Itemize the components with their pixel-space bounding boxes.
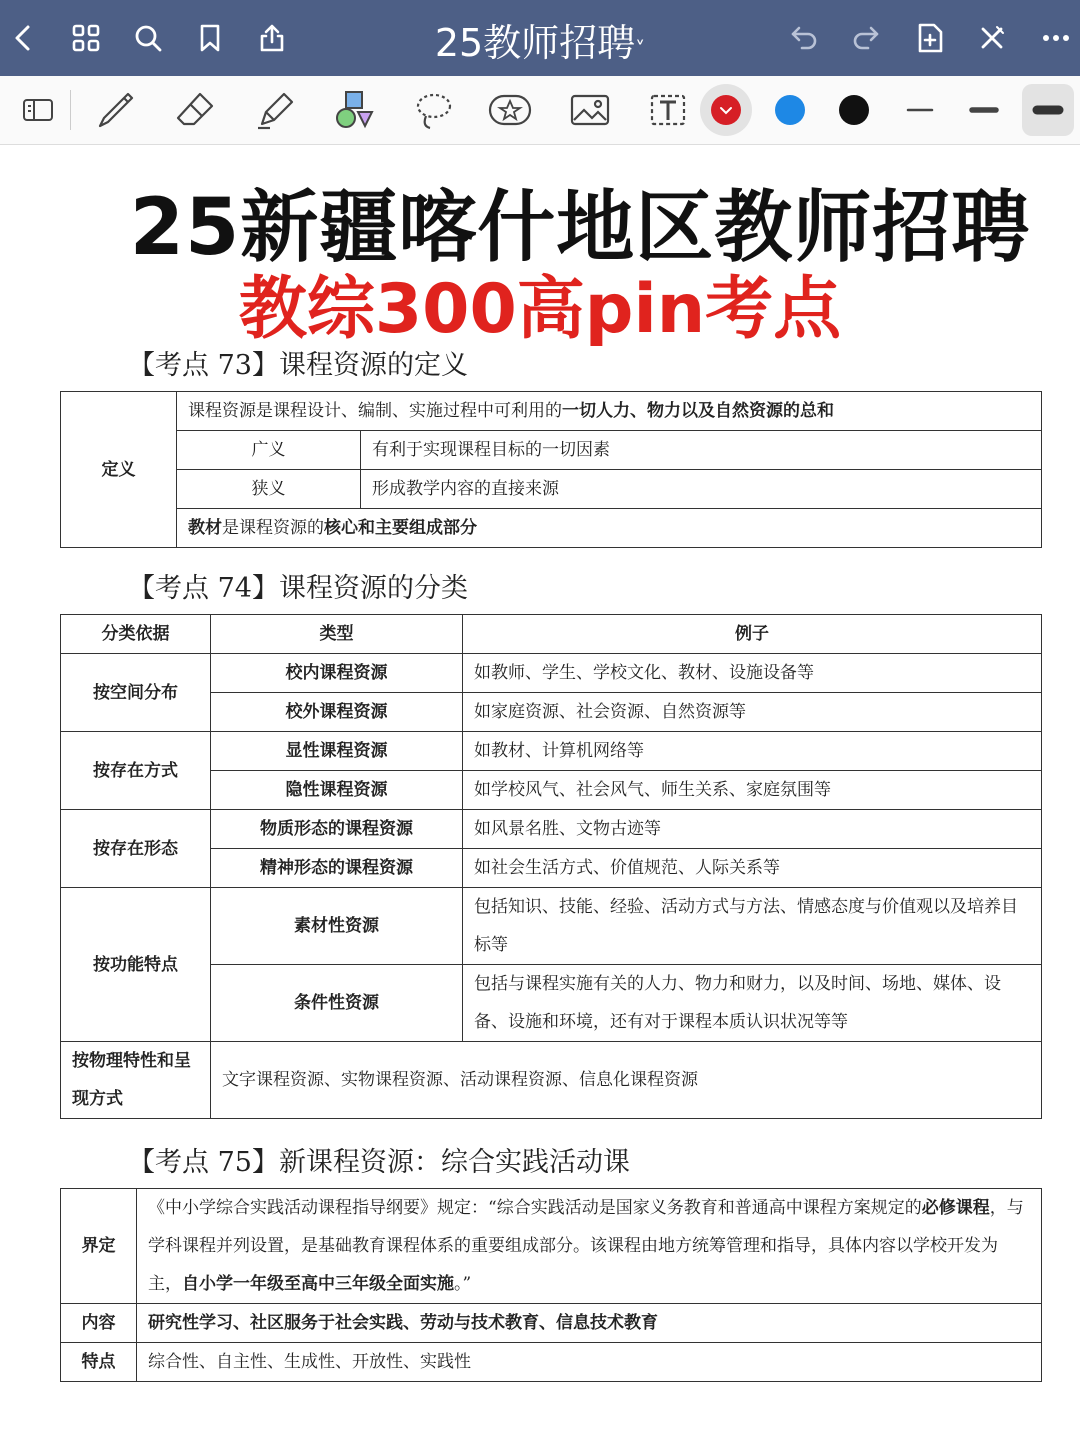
example-cell: 包括与课程实施有关的人力、物力和财力，以及时间、场地、媒体、设备、设施和环境，还有对于课程本质认识状况等等 (463, 965, 1042, 1042)
more-icon[interactable] (1032, 14, 1080, 62)
header-basis: 分类依据 (61, 615, 211, 654)
add-page-icon[interactable] (906, 14, 954, 62)
pen-icon[interactable] (90, 84, 142, 136)
table-row (61, 654, 1042, 693)
grid-icon[interactable] (62, 14, 110, 62)
type-cell: 校内课程资源 (211, 654, 463, 693)
black-color-icon[interactable] (828, 84, 880, 136)
definition-label: 定义 (61, 392, 177, 548)
section-74-heading: 【考点 74】课程资源的分类 (128, 573, 468, 604)
table-row (61, 810, 1042, 849)
type-cell: 校外课程资源 (211, 693, 463, 732)
close-toolbar-icon[interactable] (968, 14, 1016, 62)
black-swatch-dot (839, 95, 869, 125)
example-cell: 如风景名胜、文物古迹等 (463, 810, 1042, 849)
document-title[interactable]: 25教师招聘 (434, 21, 636, 65)
sticker-icon[interactable] (484, 84, 536, 136)
document-subheading: 教综300高pin考点 (238, 270, 842, 349)
group-label: 按存在形态 (61, 810, 211, 888)
document-heading: 25新疆喀什地区教师招聘 (129, 183, 1031, 273)
broad-text: 有利于实现课程目标的一切因素 (361, 431, 1042, 470)
red-swatch-dot (711, 95, 741, 125)
example-cell: 如学校风气、社会风气、师生关系、家庭氛围等 (463, 771, 1042, 810)
definition-text: 《中小学综合实践活动课程指导纲要》规定：“综合实践活动是国家义务教育和普通高中课程方案规定的必修课程，与学科课程并列设置，是基础教育课程体系的重要组成部分。该课程由地方统筹管理和指导，具体内容以学校开发为主，自小学一年级至高中三年级全面实施。” (137, 1189, 1042, 1304)
narrow-text: 形成教学内容的直接来源 (361, 470, 1042, 509)
content-text: 研究性学习、社区服务于社会实践、劳动与技术教育、信息技术教育 (137, 1304, 1042, 1343)
back-icon[interactable] (0, 14, 48, 62)
text-box-icon[interactable] (642, 84, 694, 136)
example-cell: 如家庭资源、社会资源、自然资源等 (463, 693, 1042, 732)
example-cell: 如社会生活方式、价值规范、人际关系等 (463, 849, 1042, 888)
example-cell: 如教师、学生、学校文化、教材、设施设备等 (463, 654, 1042, 693)
share-icon[interactable] (248, 14, 296, 62)
definition-text: 课程资源是课程设计、编制、实施过程中可利用的一切人力、物力以及自然资源的总和 (177, 392, 1042, 431)
definition-table (60, 391, 1042, 548)
type-cell: 物质形态的课程资源 (211, 810, 463, 849)
undo-icon[interactable] (780, 14, 828, 62)
practice-activity-table (60, 1188, 1042, 1382)
redo-icon[interactable] (842, 14, 890, 62)
red-color-icon[interactable] (700, 84, 752, 136)
table-row (61, 732, 1042, 771)
highlighter-icon[interactable] (250, 84, 302, 136)
blue-swatch-dot (775, 95, 805, 125)
title-chevron-icon[interactable]: ˅ (635, 37, 646, 61)
group-label: 按功能特点 (61, 888, 211, 1042)
search-icon[interactable] (124, 14, 172, 62)
medium-stroke-icon[interactable] (958, 84, 1010, 136)
thin-stroke-icon[interactable] (894, 84, 946, 136)
feature-label: 特点 (61, 1343, 137, 1382)
broad-label: 广义 (177, 431, 361, 470)
type-cell: 显性课程资源 (211, 732, 463, 771)
header-type: 类型 (211, 615, 463, 654)
core-text: 教材是课程资源的核心和主要组成部分 (177, 509, 1042, 548)
toolbar-divider (70, 90, 71, 130)
table-row (61, 888, 1042, 965)
example-cell: 如教材、计算机网络等 (463, 732, 1042, 771)
shapes-icon[interactable] (328, 84, 380, 136)
table-row (61, 1042, 1042, 1119)
type-cell: 条件性资源 (211, 965, 463, 1042)
blue-color-icon[interactable] (764, 84, 816, 136)
header-example: 例子 (463, 615, 1042, 654)
type-cell: 素材性资源 (211, 888, 463, 965)
group-label: 按空间分布 (61, 654, 211, 732)
type-cell: 精神形态的课程资源 (211, 849, 463, 888)
top-bar (0, 0, 1080, 76)
definition-label: 界定 (61, 1189, 137, 1304)
content-label: 内容 (61, 1304, 137, 1343)
type-cell: 隐性课程资源 (211, 771, 463, 810)
read-mode-icon[interactable] (12, 84, 64, 136)
bookmark-icon[interactable] (186, 14, 234, 62)
example-cell: 文字课程资源、实物课程资源、活动课程资源、信息化课程资源 (211, 1042, 1042, 1119)
section-75-heading: 【考点 75】新课程资源：综合实践活动课 (128, 1147, 630, 1178)
drawing-toolbar (0, 76, 1080, 145)
example-cell: 包括知识、技能、经验、活动方式与方法、情感态度与价值观以及培养目标等 (463, 888, 1042, 965)
section-73-heading: 【考点 73】课程资源的定义 (128, 350, 468, 381)
image-icon[interactable] (564, 84, 616, 136)
feature-text: 综合性、自主性、生成性、开放性、实践性 (137, 1343, 1042, 1382)
eraser-icon[interactable] (170, 84, 222, 136)
group-label: 按物理特性和呈现方式 (61, 1042, 211, 1119)
narrow-label: 狭义 (177, 470, 361, 509)
group-label: 按存在方式 (61, 732, 211, 810)
thick-stroke-icon[interactable] (1022, 84, 1074, 136)
classification-table (60, 614, 1042, 1119)
lasso-icon[interactable] (408, 84, 460, 136)
